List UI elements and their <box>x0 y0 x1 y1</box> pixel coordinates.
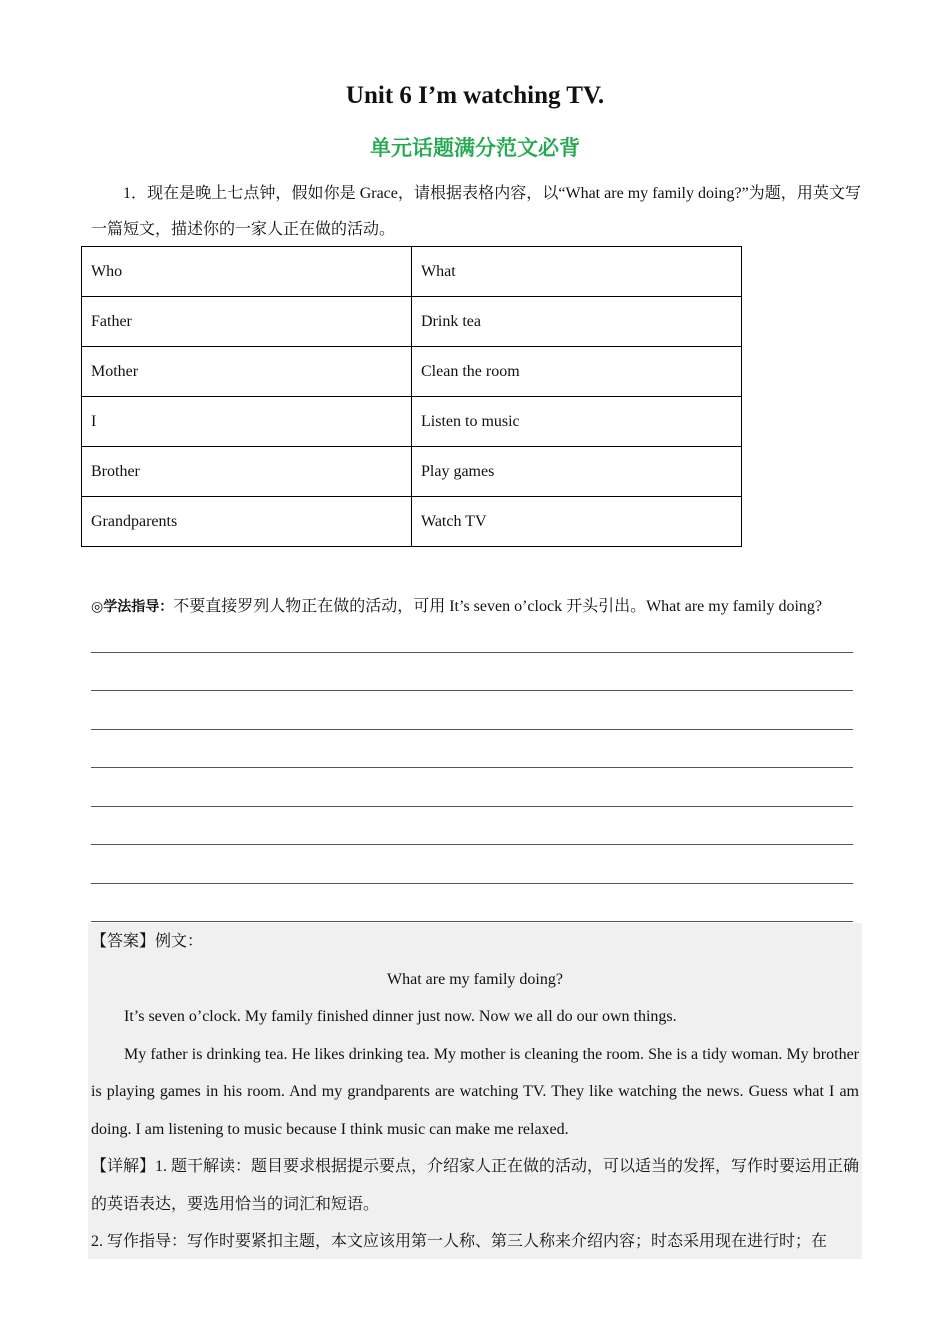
table-cell: I <box>82 397 412 447</box>
writing-prompt: 1．现在是晚上七点钟，假如你是 Grace，请根据表格内容，以“What are my family doing?”为题，用英文写一篇短文，描述你的一家人正在做的活动。 <box>91 185 861 238</box>
detail-explanation-1: 【详解】1. 题干解读：题目要求根据提示要点，介绍家人正在做的活动，可以适当的发挥，写作时要运用正确的英语表达，要选用恰当的词汇和短语。 <box>91 1158 860 1213</box>
detail-explanation-2: 2. 写作指导：写作时要紧扣主题，本文应该用第一人称、第三人称来介绍内容；时态采用现在进行时；在 <box>91 1233 828 1250</box>
writing-line <box>91 730 853 769</box>
essay-paragraph-1: It’s seven o’clock. My family finished dinner just now. Now we all do our own things. <box>124 1008 677 1025</box>
answer-heading: 【答案】例文： <box>91 933 204 950</box>
table-row <box>82 447 742 497</box>
writing-lines <box>91 614 853 922</box>
writing-line <box>91 884 853 923</box>
writing-line <box>91 653 853 692</box>
table-cell: Grandparents <box>82 497 412 547</box>
essay-title: What are my family doing? <box>387 970 563 988</box>
writing-line <box>91 691 853 730</box>
table-cell: Play games <box>412 447 742 497</box>
study-guide <box>91 593 866 616</box>
table-row <box>82 297 742 347</box>
writing-line <box>91 807 853 846</box>
page-title: Unit 6 I’m watching TV. <box>345 82 605 109</box>
table-row <box>82 347 742 397</box>
subtitle: 单元话题满分范文必背 <box>370 136 580 160</box>
table-cell: Mother <box>82 347 412 397</box>
table-cell: Clean the room <box>412 347 742 397</box>
writing-line <box>91 845 853 884</box>
table-cell: Brother <box>82 447 412 497</box>
family-activity-table <box>81 246 742 547</box>
table-cell: Drink tea <box>412 297 742 347</box>
table-cell: Father <box>82 297 412 347</box>
table-row <box>82 497 742 547</box>
study-guide-text: 不要直接罗列人物正在做的活动，可用 It’s seven o’clock 开头引出。What are my family doing? <box>173 598 823 615</box>
writing-line <box>91 614 853 653</box>
essay-paragraph-2: My father is drinking tea. He likes drinking tea. My mother is cleaning the room. She is a tidy woman. My brother is playing games in his room. And my grandparents are watching TV. They like watching the news. Guess what I am doing. I am listening to music because I think music can make me relaxed. <box>91 1045 859 1138</box>
table-cell: Who <box>82 247 412 297</box>
table-cell: Watch TV <box>412 497 742 547</box>
table-row <box>82 397 742 447</box>
study-guide-label: ◎学法指导： <box>91 599 174 615</box>
table-cell: What <box>412 247 742 297</box>
table-cell: Listen to music <box>412 397 742 447</box>
table-row <box>82 247 742 297</box>
writing-line <box>91 768 853 807</box>
answer-box <box>88 923 862 1259</box>
